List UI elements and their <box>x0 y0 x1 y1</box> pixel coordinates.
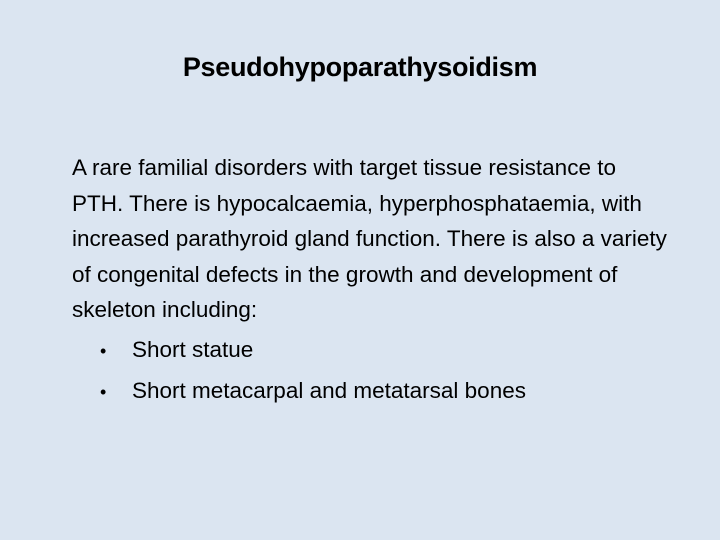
bullet-item <box>72 330 672 371</box>
bullet-icon: • <box>100 381 107 402</box>
slide-body <box>72 150 672 412</box>
bullet-text: Short statue <box>132 336 254 362</box>
bullet-icon: • <box>100 340 107 361</box>
bullet-item <box>72 371 672 412</box>
slide-title: Pseudohypoparathysoidism <box>182 52 538 82</box>
body-paragraph: A rare familial disorders with target tissue resistance to PTH. There is hypocalcaemia, hyperphosphataemia, with increased parathyroid gland function. There is also a variety of congenital defects in the growth and development of skeleton including: <box>72 155 667 322</box>
bullet-text: Short metacarpal and metatarsal bones <box>132 377 526 403</box>
bullet-list <box>72 330 672 412</box>
